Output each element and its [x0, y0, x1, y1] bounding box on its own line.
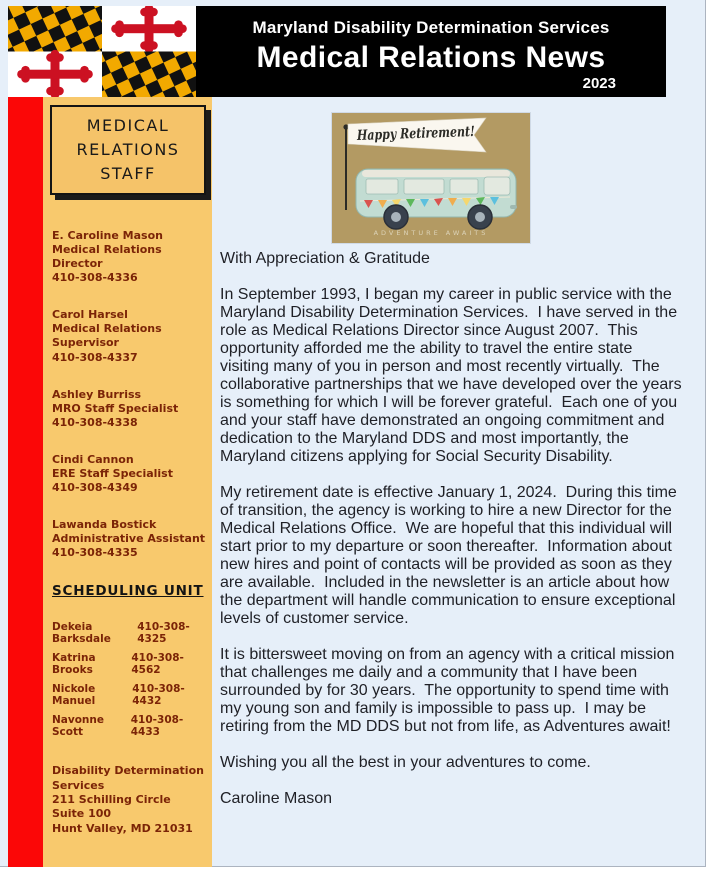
- staff-name: Lawanda Bostick: [52, 518, 157, 532]
- list-item: [52, 518, 207, 560]
- article-salutation: With Appreciation & Gratitude: [220, 250, 430, 267]
- address-line: Services: [52, 778, 105, 792]
- staff-phone: 410-308-4336: [52, 271, 138, 285]
- article-closing: Wishing you all the best in your adventures to come.: [220, 754, 591, 771]
- article-paragraph: My retirement date is effective January 1, 2024. During this time of transition, the agency is working to hire a new Director for the Medical Relations Office. We are hopeful that this individual will start prior to my departure or soon thereafter. Information about new hires and point of contacts will be provided as soon as they are available. Included in the newsletter is an article about how the department will handle communication to ensure exceptional levels of customer service.: [220, 484, 682, 627]
- staff-sidebar: [43, 97, 212, 867]
- staff-phone: 410-308-4335: [52, 546, 138, 560]
- address-line: 211 Schilling Circle: [52, 792, 171, 806]
- staff-title: Medical Relations Supervisor: [52, 322, 162, 350]
- scheduling-unit-heading: SCHEDULING UNIT: [52, 583, 204, 600]
- org-name: Maryland Disability Determination Services: [252, 18, 610, 37]
- staff-phone: 410-308-4338: [52, 415, 138, 429]
- staff-name: Ashley Burriss: [52, 387, 142, 401]
- scheduler-name: Nickole Manuel: [52, 683, 96, 708]
- maryland-flag-icon: [8, 6, 196, 97]
- card-caption-text: ADVENTURE AWAITS: [373, 229, 489, 237]
- address-line: Disability Determination: [52, 764, 204, 778]
- list-item: [52, 621, 207, 645]
- staff-name: Cindi Cannon: [52, 452, 134, 466]
- scheduler-name: Navonne Scott: [52, 714, 105, 739]
- staff-box-title: MEDICAL RELATIONS STAFF: [50, 105, 206, 195]
- scheduler-name: Katrina Brooks: [52, 652, 96, 677]
- list-item: [52, 683, 207, 707]
- scheduler-phone: 410-308-4325: [137, 621, 190, 646]
- red-accent-stripe: [8, 97, 43, 867]
- staff-name: E. Caroline Mason: [52, 229, 163, 242]
- address-line: Suite 100: [52, 807, 112, 821]
- list-item: [52, 229, 207, 285]
- staff-phone: 410-308-4349: [52, 481, 138, 495]
- list-item: [52, 652, 207, 676]
- scheduler-phone: 410-308-4562: [131, 652, 184, 677]
- staff-title: Medical Relations Director: [52, 243, 162, 271]
- list-item: [52, 388, 207, 430]
- article-paragraph: In September 1993, I began my career in public service with the Maryland Disability Determination Services. I have served in the role as Medical Relations Director since August 2007. This opportunity afforded me the ability to travel the entire state visiting many of you in person and most recently virtually. The collaborative partnerships that we have developed over the years is something for which I will be forever grateful. Each one of you and your staff have demonstrated an ongoing commitment and dedication to the Maryland DDS and most importantly, the Maryland citizens applying for Social Security Disability.: [220, 286, 687, 465]
- article-paragraph: It is bittersweet moving on from an agency with a critical mission that challenges me daily and a community that I have been surrounded by for 30 years. The opportunity to spend time with my young son and family is impossible to pass up. I may be retiring from the MD DDS but not from life, as Adventures await!: [220, 646, 679, 735]
- staff-title: Administrative Assistant: [52, 532, 206, 546]
- office-address: [52, 764, 207, 835]
- staff-title: ERE Staff Specialist: [52, 466, 173, 480]
- scheduler-name: Dekeia Barksdale: [52, 621, 111, 646]
- scheduler-phone: 410-308-4433: [130, 714, 184, 739]
- staff-phone: 410-308-4337: [52, 350, 138, 364]
- newsletter-header: [8, 6, 666, 97]
- list-item: [52, 308, 207, 364]
- address-line: Hunt Valley, MD 21031: [52, 821, 193, 835]
- main-content: [213, 97, 706, 867]
- banner-text: Happy Retirement!: [356, 122, 508, 145]
- list-item: [52, 714, 207, 738]
- page-title: Medical Relations News: [256, 41, 606, 74]
- article-signature: Caroline Mason: [220, 790, 333, 807]
- scheduling-list: [52, 621, 207, 738]
- staff-list: [52, 229, 207, 836]
- list-item: [52, 453, 207, 495]
- newsletter-year: 2023: [582, 75, 616, 92]
- flagpole-icon: [345, 128, 347, 210]
- scheduler-phone: 410-308-4432: [132, 683, 185, 708]
- retirement-card-image: [332, 113, 530, 243]
- staff-name: Carol Harsel: [52, 308, 128, 322]
- staff-title: MRO Staff Specialist: [52, 401, 179, 415]
- article-body: [220, 250, 687, 826]
- header-text-block: [196, 6, 666, 97]
